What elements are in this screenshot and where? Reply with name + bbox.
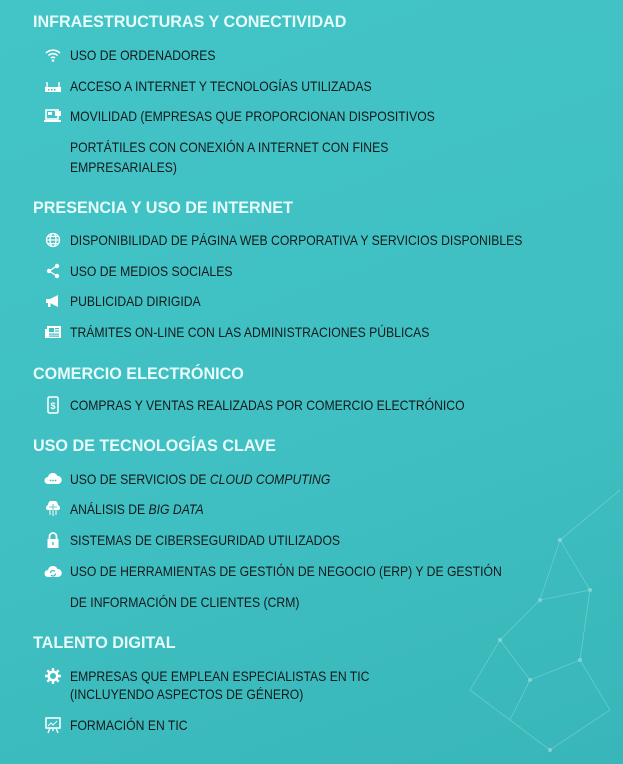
list-item	[43, 666, 414, 686]
router-icon	[43, 77, 63, 95]
item-text: PORTÁTILES CON CONEXIÓN A INTERNET CON FINES	[70, 139, 389, 155]
list-item-continuation	[70, 684, 338, 704]
list-item	[43, 715, 205, 735]
newspaper-icon	[43, 323, 63, 341]
list-item	[43, 395, 524, 415]
globe-icon	[43, 231, 63, 249]
gear-icon	[43, 667, 63, 685]
brain-circuit-icon	[43, 500, 63, 518]
list-item	[43, 230, 590, 250]
list-item	[43, 530, 380, 550]
wifi-icon	[43, 46, 63, 64]
mobile-dollar-icon	[43, 396, 63, 414]
list-item-continuation	[70, 157, 193, 177]
svg-text:$: $	[50, 401, 56, 411]
list-item-continuation	[70, 592, 334, 612]
item-text: (INCLUYENDO ASPECTOS DE GÉNERO)	[70, 686, 304, 702]
section-heading-presencia: PRESENCIA Y USO DE INTERNET	[33, 198, 293, 217]
item-text: EMPRESARIALES)	[70, 159, 177, 175]
list-item	[43, 322, 483, 342]
lock-icon	[43, 531, 63, 549]
section-heading-talento: TALENTO DIGITAL	[33, 633, 176, 652]
item-text: TRÁMITES ON-LINE CON LAS ADMINISTRACIONES PÚBLICAS	[70, 324, 430, 340]
item-text: MOVILIDAD (EMPRESAS QUE PROPORCIONAN DISPOSITIVOS	[70, 108, 435, 124]
item-text: DE INFORMACIÓN DE CLIENTES (CRM)	[70, 594, 300, 610]
list-item	[43, 561, 566, 581]
item-text-main: USO DE SERVICIOS DE	[70, 471, 210, 487]
item-text: SISTEMAS DE CIBERSEGURIDAD UTILIZADOS	[70, 532, 341, 548]
list-item	[43, 469, 369, 489]
section-heading-infraestructuras: INFRAESTRUCTURAS Y CONECTIVIDAD	[33, 12, 347, 31]
section-heading-tecnologias: USO DE TECNOLOGÍAS CLAVE	[33, 436, 276, 455]
item-text: EMPRESAS QUE EMPLEAN ESPECIALISTAS EN TIC	[70, 668, 370, 684]
item-text	[70, 499, 204, 519]
list-item	[43, 499, 224, 519]
list-item	[43, 106, 489, 126]
item-text: FORMACIÓN EN TIC	[70, 717, 188, 733]
list-item	[43, 261, 257, 281]
item-text-main: ANÁLISIS DE	[70, 501, 149, 517]
list-item-continuation	[70, 137, 436, 157]
item-text: PUBLICIDAD DIRIGIDA	[70, 293, 201, 309]
item-text	[70, 469, 330, 489]
share-icon	[43, 262, 63, 280]
laptop-icon	[43, 107, 63, 125]
item-text: USO DE MEDIOS SOCIALES	[70, 263, 233, 279]
item-text: ACCESO A INTERNET Y TECNOLOGÍAS UTILIZADAS	[70, 78, 372, 94]
section-heading-comercio: COMERCIO ELECTRÓNICO	[33, 364, 244, 383]
item-text-italic: CLOUD COMPUTING	[209, 471, 331, 487]
list-item	[43, 291, 220, 311]
item-text: DISPONIBILIDAD DE PÁGINA WEB CORPORATIVA Y SERVICIOS DISPONIBLES	[70, 232, 523, 248]
presentation-icon	[43, 716, 63, 734]
cloud-sync-icon	[43, 562, 63, 580]
list-item	[43, 45, 237, 65]
megaphone-icon	[43, 292, 63, 310]
item-text: USO DE ORDENADORES	[70, 47, 216, 63]
network-hand-decoration	[440, 480, 623, 764]
item-text: COMPRAS Y VENTAS REALIZADAS POR COMERCIO ELECTRÓNICO	[70, 397, 465, 413]
list-item	[43, 76, 417, 96]
item-text-italic: BIG DATA	[148, 501, 204, 517]
item-text: USO DE HERRAMIENTAS DE GESTIÓN DE NEGOCIO (ERP) Y DE GESTIÓN	[70, 563, 502, 579]
cloud-icon	[43, 470, 63, 488]
